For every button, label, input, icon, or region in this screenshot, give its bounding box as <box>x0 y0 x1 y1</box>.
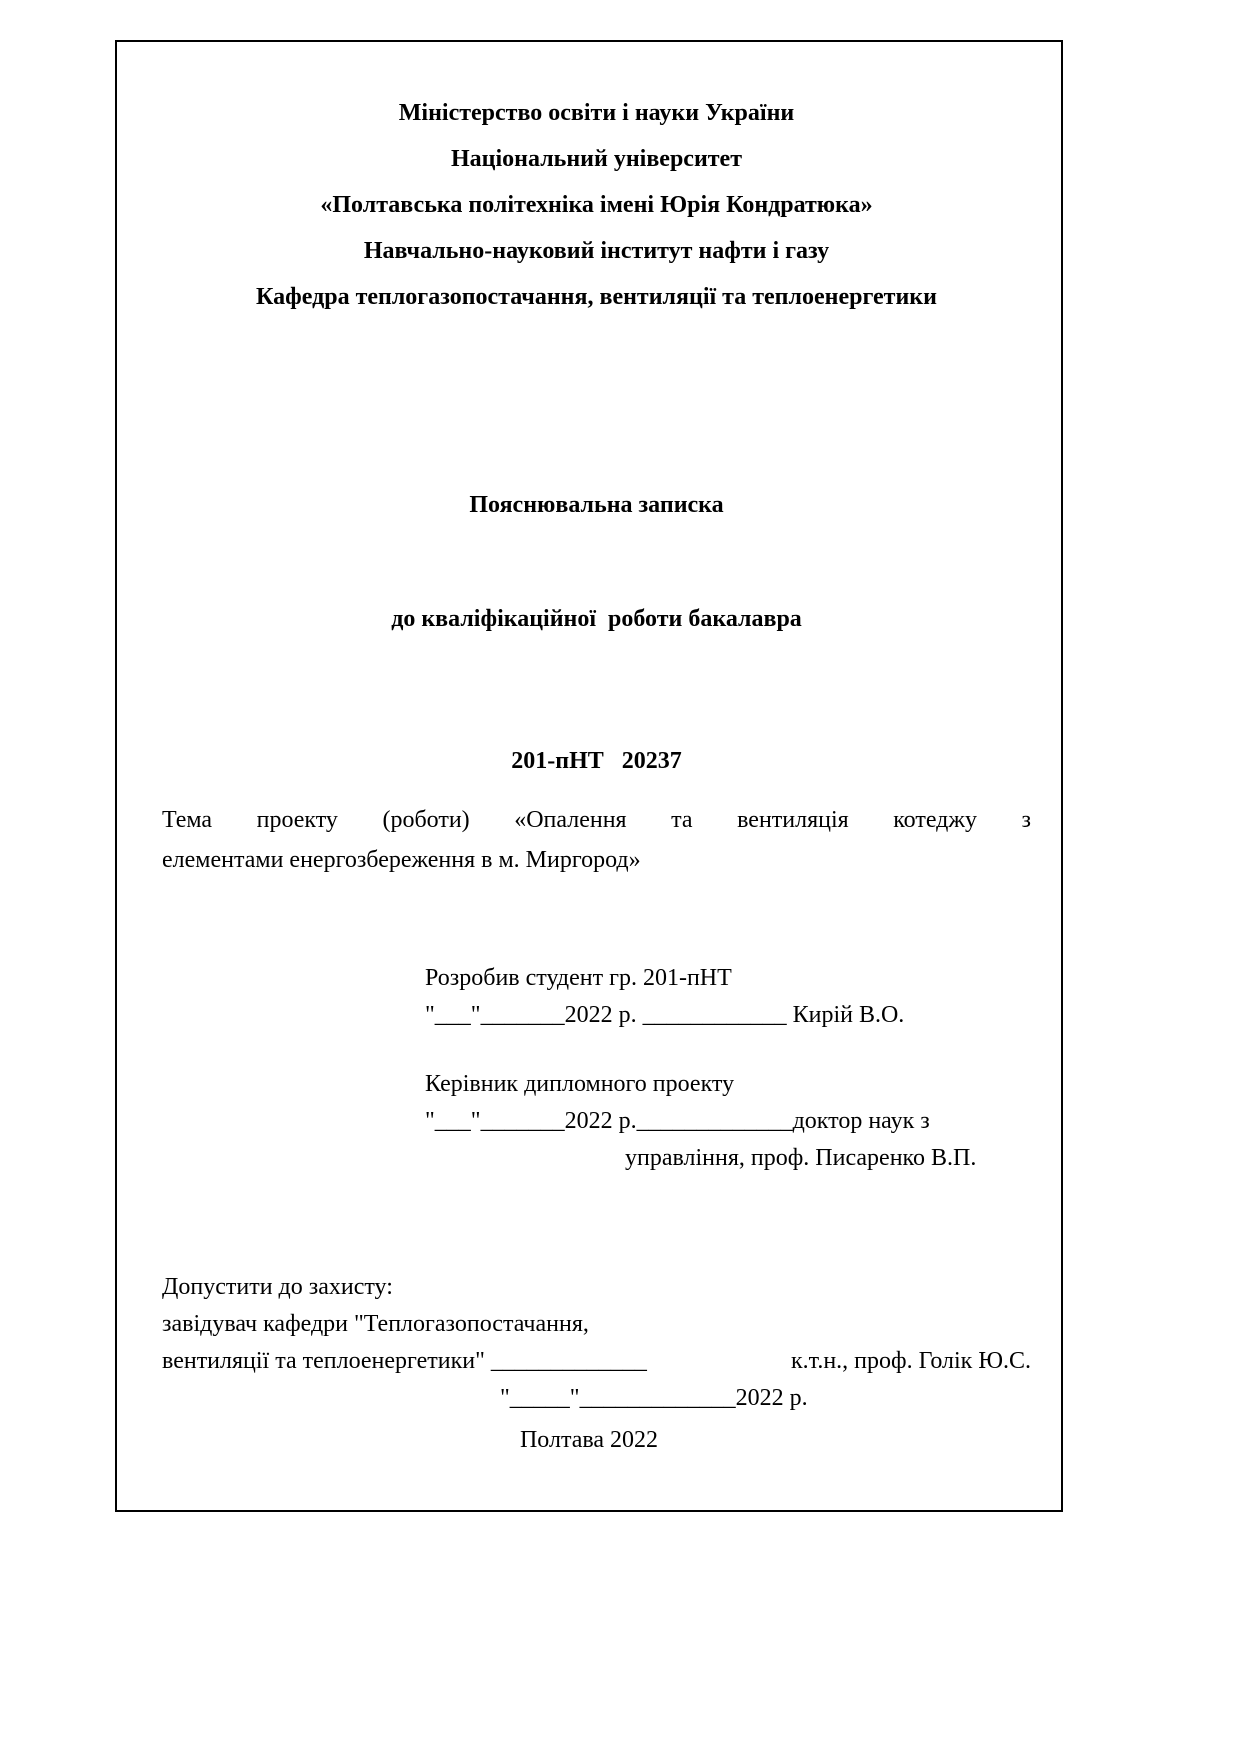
document-title-block <box>162 410 1031 714</box>
university-line: Національний університет <box>450 146 742 172</box>
approval-signature-right: к.т.н., проф. Голік Ю.С. <box>790 1348 1031 1374</box>
topic-line-1: Тема проекту (роботи) «Опалення та вентиляція котеджу з <box>162 807 1031 833</box>
university-name-line: «Полтавська політехніка імені Юрія Кондратюка» <box>320 192 873 218</box>
group-code: 201-пНТ 20237 <box>511 748 682 774</box>
approval-signature-row <box>162 1343 1031 1380</box>
footer-city-year: Полтава 2022 <box>519 1427 659 1453</box>
doc-type-line-1: Пояснювальна записка <box>469 492 724 518</box>
developer-role-line: Розробив студент гр. 201-пНТ <box>425 965 732 991</box>
approval-signature-left: вентиляції та теплоенергетики" _____________ <box>162 1348 647 1374</box>
topic-line-2: елементами енергозбереження в м. Миргород» <box>162 847 641 873</box>
ministry-line: Міністерство освіти і науки України <box>398 100 795 126</box>
developer-block <box>425 960 1031 1034</box>
supervisor-name-line: управління, проф. Писаренко В.П. <box>625 1145 977 1171</box>
department-line: Кафедра теплогазопостачання, вентиляції та теплоенергетики <box>256 284 937 310</box>
approval-department-line: завідувач кафедри "Теплогазопостачання, <box>162 1311 589 1337</box>
developer-signature-line: "___"_______2022 р. ____________ Кирій В.О. <box>425 1002 905 1028</box>
institution-header <box>162 90 1031 320</box>
approval-date-line: "_____"_____________2022 р. <box>500 1385 808 1411</box>
supervisor-block <box>425 1066 1031 1177</box>
page-border-frame <box>115 40 1063 1512</box>
supervisor-role-line: Керівник дипломного проекту <box>425 1071 735 1097</box>
approval-heading-line: Допустити до захисту: <box>162 1274 393 1300</box>
supervisor-signature-line: "___"_______2022 р._____________доктор наук з <box>425 1108 930 1134</box>
institute-line: Навчально-науковий інститут нафти і газу <box>363 238 830 264</box>
approval-block <box>162 1269 1031 1417</box>
doc-type-line-2: до кваліфікаційної роботи бакалавра <box>391 606 802 632</box>
topic-paragraph <box>162 800 1031 880</box>
